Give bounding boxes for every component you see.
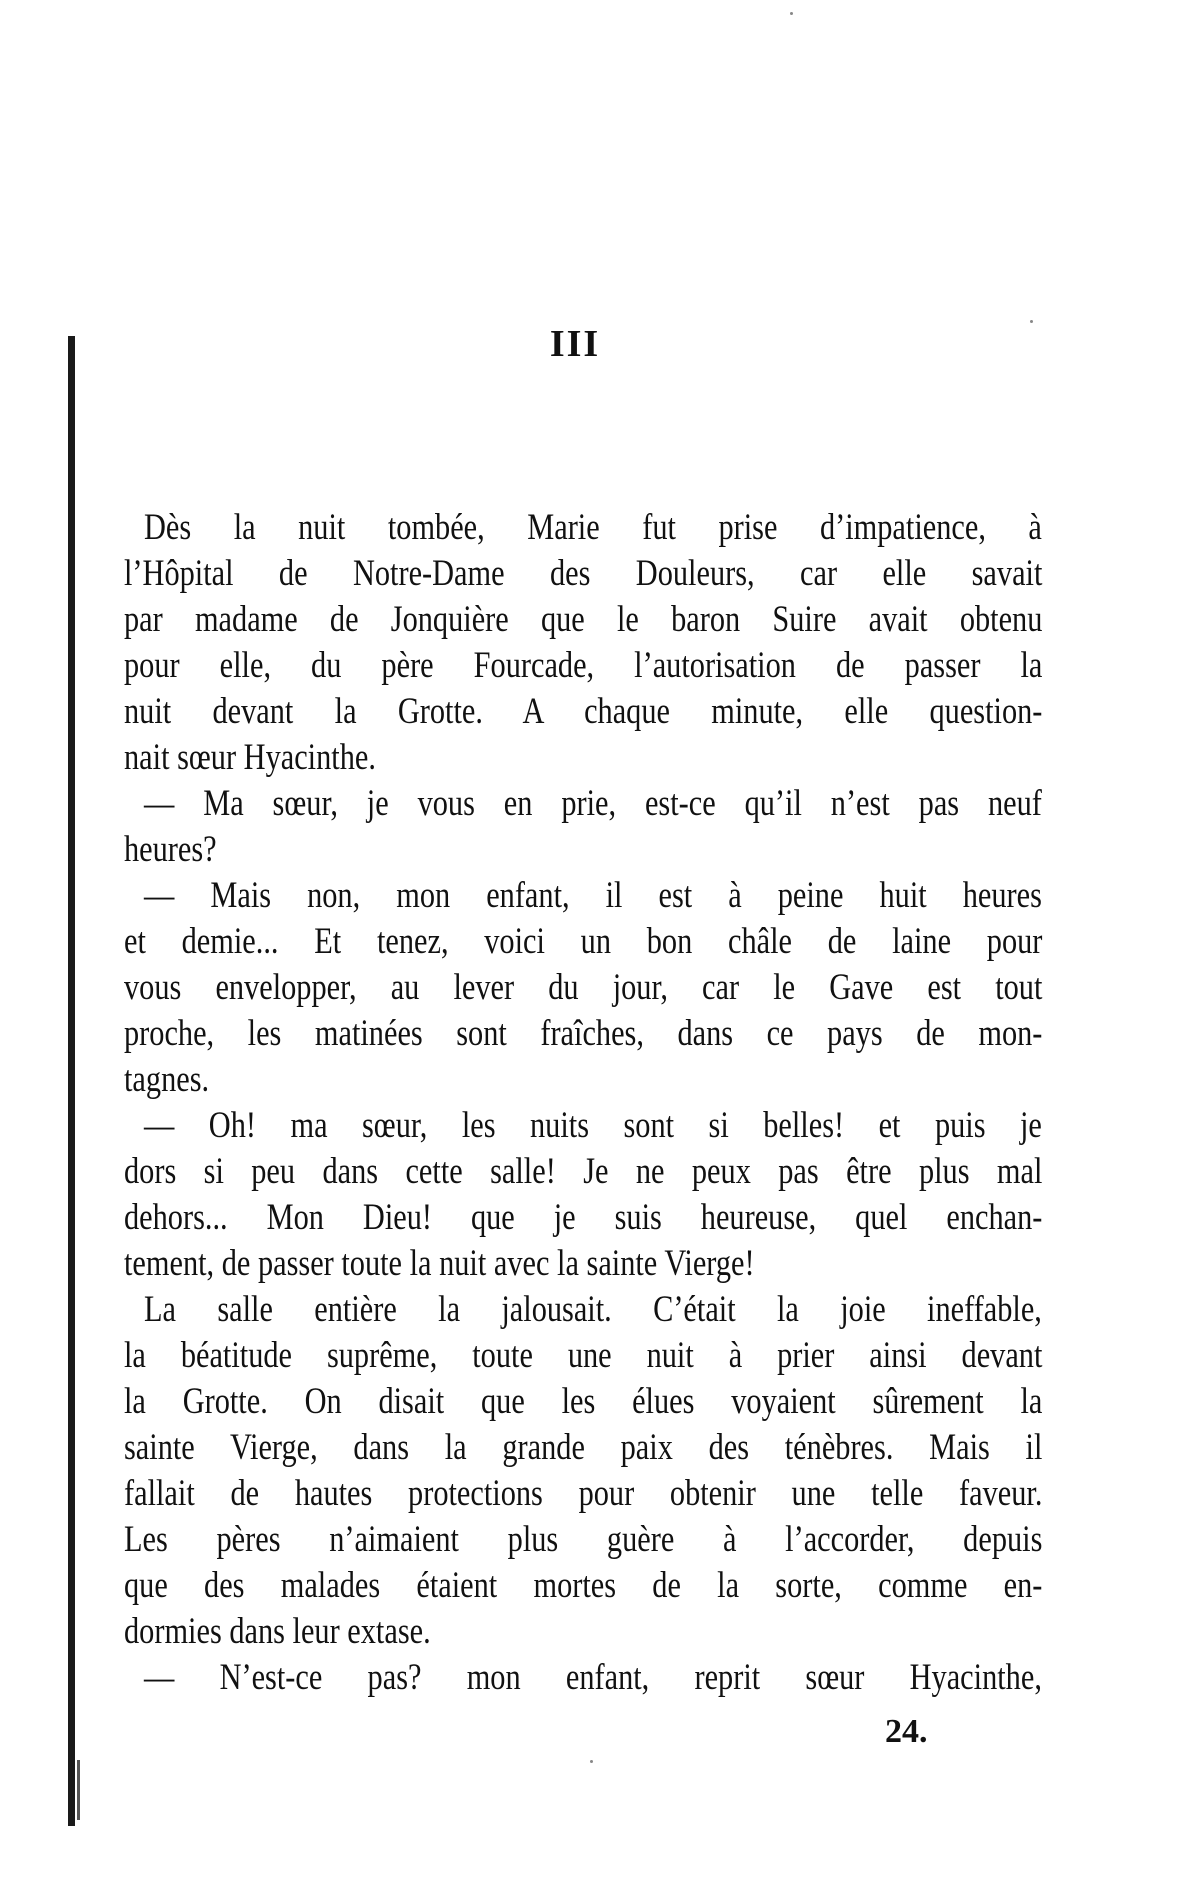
text-line-content: vous envelopper, au lever du jour, car le Gave est tout <box>124 967 1043 1008</box>
text-line <box>124 1057 1042 1103</box>
print-speck <box>790 12 793 15</box>
text-line-content: dors si peu dans cette salle! Je ne peux pas être plus mal <box>124 1151 1043 1192</box>
text-line <box>124 1333 1042 1379</box>
text-line-content: tagnes. <box>124 1059 210 1100</box>
text-line-content: par madame de Jonquière que le baron Suire avait obtenu <box>124 599 1043 640</box>
text-line-content: — N’est-ce pas? mon enfant, reprit sœur Hyacinthe, <box>144 1657 1042 1698</box>
text-line <box>124 1471 1042 1517</box>
text-line-content: que des malades étaient mortes de la sorte, comme en- <box>124 1565 1043 1606</box>
text-line-content: la Grotte. On disait que les élues voyaient sûrement la <box>124 1381 1043 1422</box>
text-line <box>124 1609 1042 1655</box>
text-line-content: et demie... Et tenez, voici un bon châle de laine pour <box>124 921 1043 962</box>
text-line-content: — Oh! ma sœur, les nuits sont si belles! et puis je <box>144 1105 1042 1146</box>
text-line <box>124 1517 1042 1563</box>
text-line <box>124 1425 1042 1471</box>
text-line <box>124 1103 1042 1149</box>
text-line <box>124 919 1042 965</box>
page-binding-edge <box>68 336 75 1826</box>
text-line <box>124 1241 1042 1287</box>
text-line-content: Dès la nuit tombée, Marie fut prise d’impatience, à <box>144 507 1042 548</box>
text-line-content: nait sœur Hyacinthe. <box>124 737 376 778</box>
text-line <box>124 965 1042 1011</box>
text-line <box>124 1379 1042 1425</box>
text-line <box>124 1195 1042 1241</box>
text-line-content: la béatitude suprême, toute une nuit à prier ainsi devant <box>124 1335 1043 1376</box>
text-line-content: tement, de passer toute la nuit avec la sainte Vierge! <box>124 1243 755 1284</box>
body-text <box>124 505 1042 1701</box>
text-line <box>124 1149 1042 1195</box>
page-binding-edge-shadow <box>77 1760 80 1820</box>
text-line-content: Les pères n’aimaient plus guère à l’accorder, depuis <box>124 1519 1043 1560</box>
text-line-content: — Mais non, mon enfant, il est à peine huit heures <box>144 875 1042 916</box>
text-line <box>124 1655 1042 1701</box>
text-line <box>124 643 1042 689</box>
text-line <box>124 551 1042 597</box>
text-line-content: dormies dans leur extase. <box>124 1611 431 1652</box>
text-line <box>124 505 1042 551</box>
text-line <box>124 1563 1042 1609</box>
text-line <box>124 1011 1042 1057</box>
print-speck <box>590 1760 593 1763</box>
text-line-content: dehors... Mon Dieu! que je suis heureuse, quel enchan- <box>124 1197 1043 1238</box>
signature-mark: 24. <box>885 1713 928 1750</box>
text-line <box>124 597 1042 643</box>
text-line <box>124 827 1042 873</box>
text-line <box>124 735 1042 781</box>
text-line-content: l’Hôpital de Notre-Dame des Douleurs, car elle savait <box>124 553 1043 594</box>
text-line <box>124 781 1042 827</box>
text-line <box>124 873 1042 919</box>
text-line-content: fallait de hautes protections pour obtenir une telle faveur. <box>124 1473 1043 1514</box>
text-line-content: sainte Vierge, dans la grande paix des ténèbres. Mais il <box>124 1427 1043 1468</box>
text-line <box>124 689 1042 735</box>
text-line-content: — Ma sœur, je vous en prie, est-ce qu’il n’est pas neuf <box>144 783 1042 824</box>
chapter-heading: III <box>549 323 601 365</box>
text-line-content: proche, les matinées sont fraîches, dans ce pays de mon- <box>124 1013 1043 1054</box>
text-line <box>124 1287 1042 1333</box>
text-line-content: nuit devant la Grotte. A chaque minute, elle question- <box>124 691 1043 732</box>
text-line-content: La salle entière la jalousait. C’était la joie ineffable, <box>144 1289 1042 1330</box>
text-line-content: pour elle, du père Fourcade, l’autorisation de passer la <box>124 645 1043 686</box>
text-line-content: heures? <box>124 829 217 870</box>
